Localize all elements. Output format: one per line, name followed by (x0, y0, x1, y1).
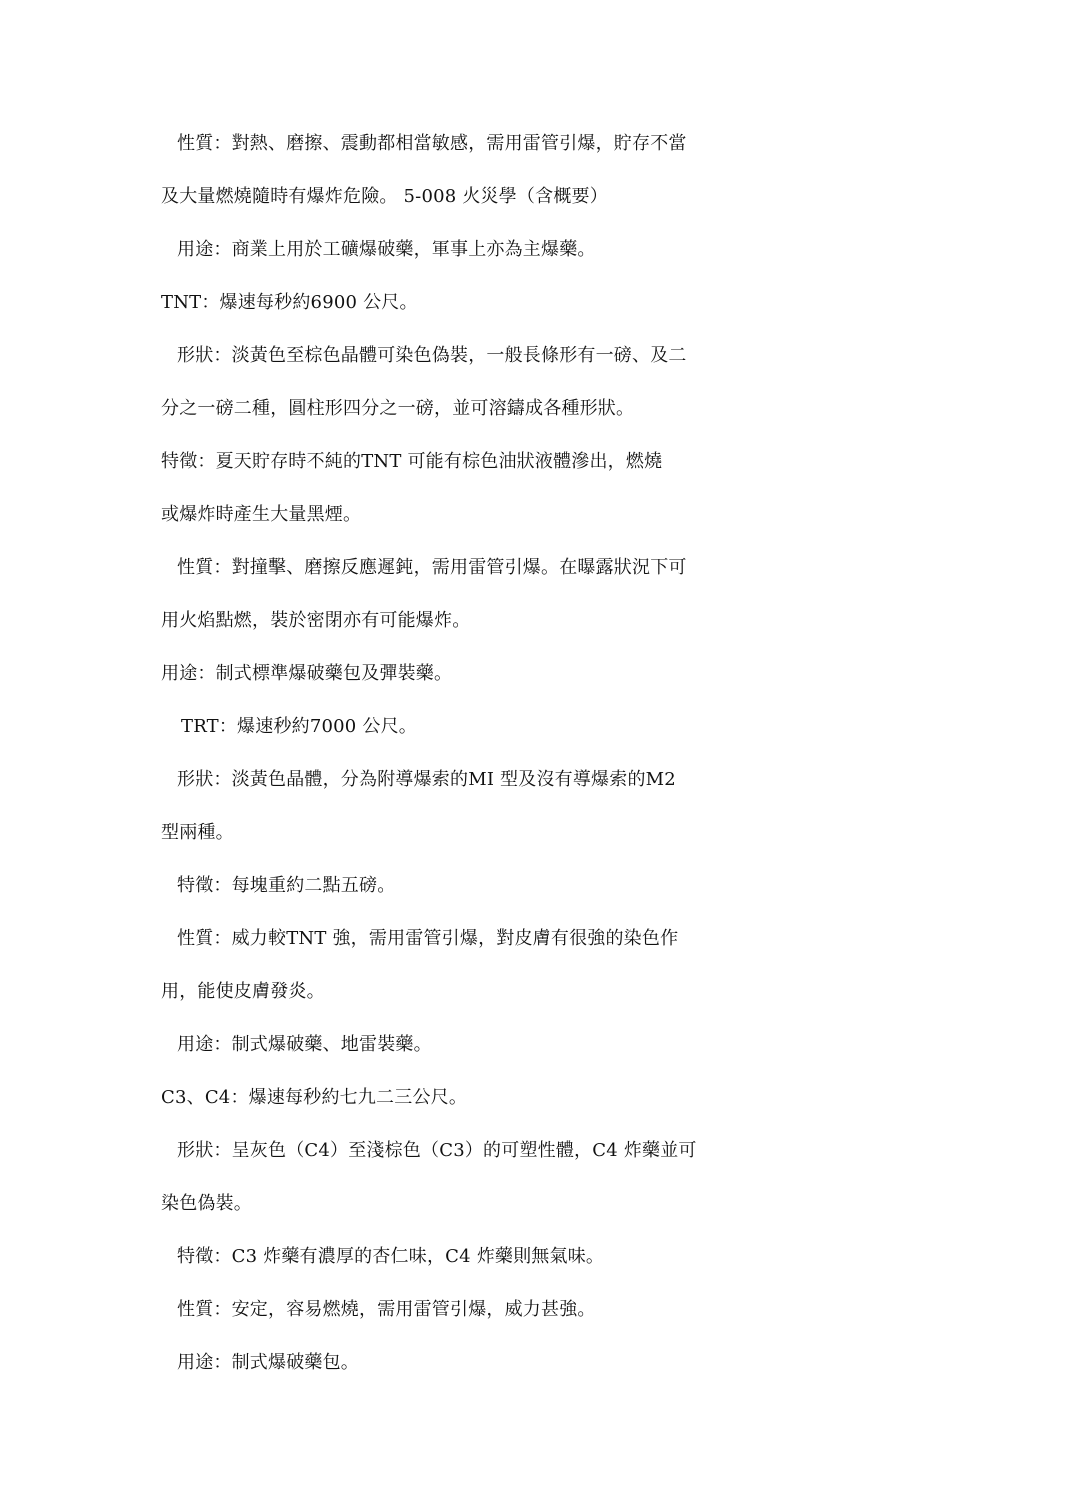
text-line: 性質：威力較TNT 強，需用雷管引爆，對皮膚有很強的染色作 (177, 928, 679, 949)
text-line: 用途：制式爆破藥包。 (177, 1352, 359, 1373)
text-line: 形狀：淡黃色晶體，分為附導爆索的MI 型及沒有導爆索的M2 (177, 769, 676, 790)
text-line: TNT：爆速每秒約6900 公尺。 (161, 292, 418, 313)
text-line: 用，能使皮膚發炎。 (161, 981, 325, 1002)
text-line: 分之一磅二種，圓柱形四分之一磅，並可溶鑄成各種形狀。 (161, 398, 635, 419)
text-line: 型兩種。 (161, 822, 234, 843)
text-line: 形狀：淡黃色至棕色晶體可染色偽裝，一般長條形有一磅、及二 (177, 345, 687, 366)
text-line: 及大量燃燒隨時有爆炸危險。 5-008 火災學（含概要） (161, 186, 608, 207)
text-line: 用火焰點燃，裝於密閉亦有可能爆炸。 (161, 610, 471, 631)
text-line: 特徵：C3 炸藥有濃厚的杏仁味，C4 炸藥則無氣味。 (177, 1246, 605, 1267)
text-line: 性質：安定，容易燃燒，需用雷管引爆，威力甚強。 (177, 1299, 596, 1320)
text-line: TRT：爆速秒約7000 公尺。 (181, 716, 417, 737)
text-line: 染色偽裝。 (161, 1193, 252, 1214)
text-line: 用途：制式標準爆破藥包及彈裝藥。 (161, 663, 453, 684)
text-line: 特徵：夏天貯存時不純的TNT 可能有棕色油狀液體滲出，燃燒 (161, 451, 663, 472)
text-line: 性質：對熱、磨擦、震動都相當敏感，需用雷管引爆，貯存不當 (177, 133, 687, 154)
text-line: 特徵：每塊重約二點五磅。 (177, 875, 396, 896)
text-line: 用途：制式爆破藥、地雷裝藥。 (177, 1034, 432, 1055)
text-line: 或爆炸時產生大量黑煙。 (161, 504, 362, 525)
text-line: 形狀：呈灰色（C4）至淺棕色（C3）的可塑性體，C4 炸藥並可 (177, 1140, 697, 1161)
text-line: 性質：對撞擊、磨擦反應遲鈍，需用雷管引爆。在曝露狀況下可 (177, 557, 687, 578)
text-line: C3、C4：爆速每秒約七九二三公尺。 (161, 1087, 468, 1108)
text-line: 用途：商業上用於工礦爆破藥，軍事上亦為主爆藥。 (177, 239, 596, 260)
